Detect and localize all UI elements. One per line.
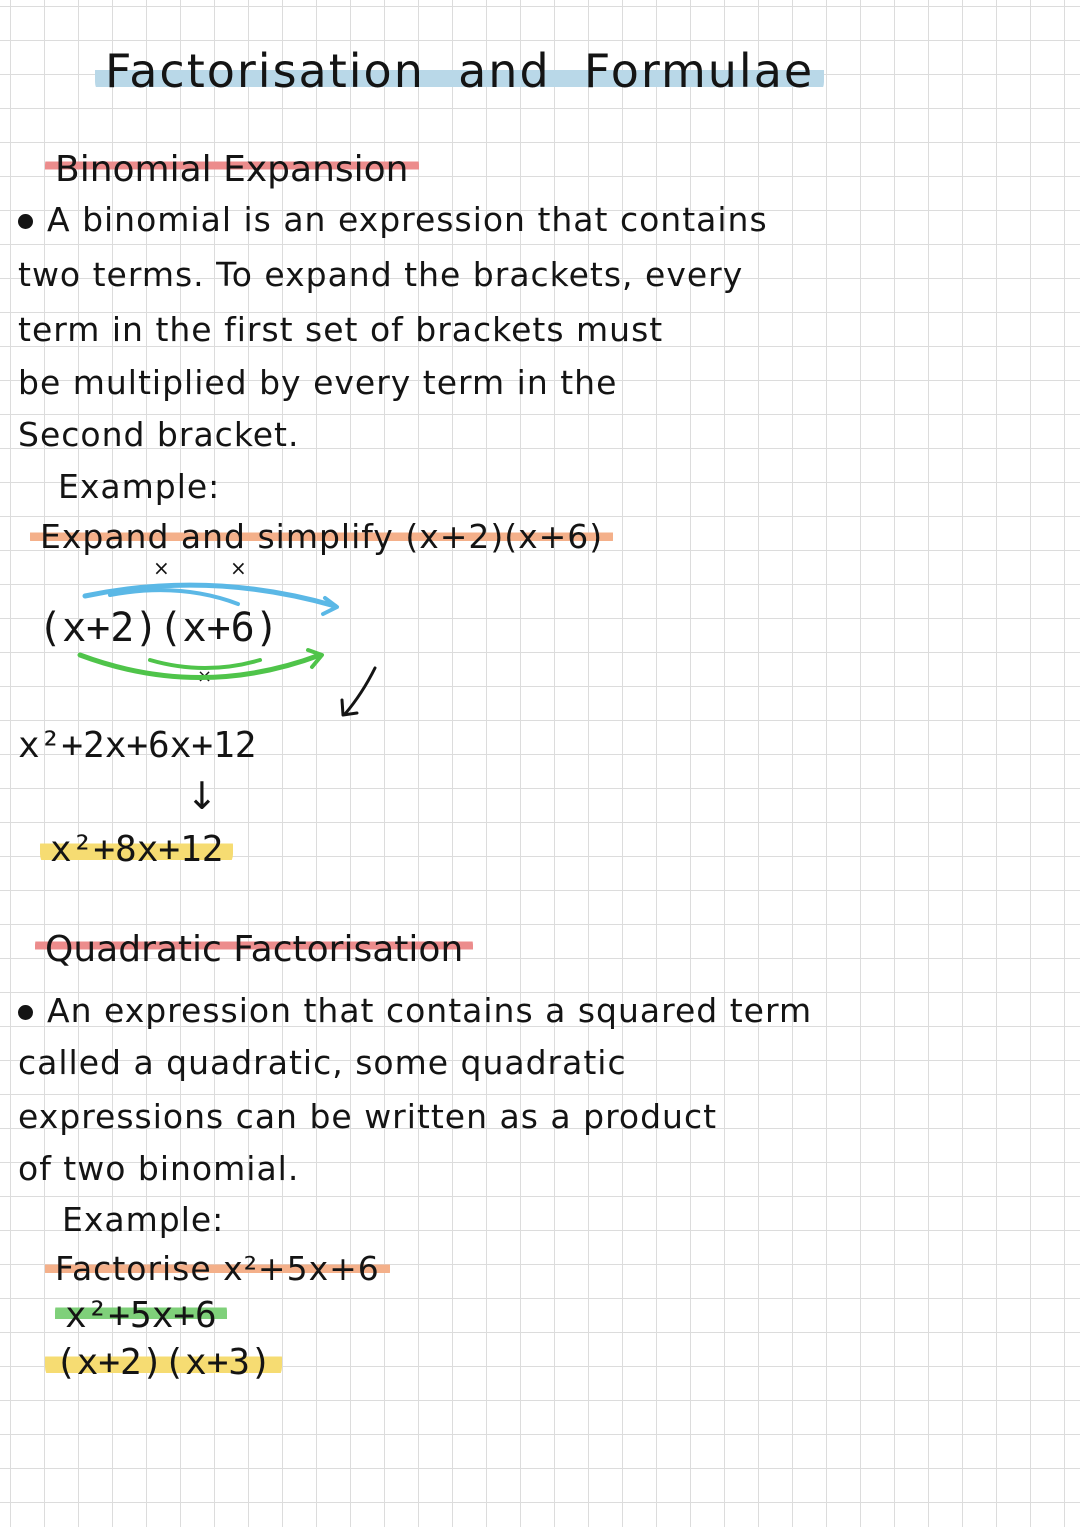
quadratic-task xyxy=(45,1249,390,1288)
title-word-and: and xyxy=(458,44,551,98)
binomial-line-2: two terms. To expand the brackets, every xyxy=(18,255,744,294)
quadratic-heading-text: Quadratic Factorisation xyxy=(35,929,473,970)
quadratic-result xyxy=(45,1342,282,1383)
cross-mark-1: × xyxy=(153,556,170,580)
binomial-heading-text: Binomial Expansion xyxy=(45,149,419,190)
binomial-task-text: Expand and simplify (x+2)(x+6) xyxy=(30,517,613,556)
bullet-icon xyxy=(18,1005,33,1020)
expand-brackets: (x+2)(x+6) xyxy=(38,605,279,651)
curved-down-arrow xyxy=(345,668,375,714)
binomial-result-text: x²+8x+12 xyxy=(40,829,233,870)
title-word-factorisation: Factorisation xyxy=(105,44,425,98)
quadratic-result-text: (x+2)(x+3) xyxy=(45,1342,282,1383)
title-word-formulae: Formulae xyxy=(583,44,815,98)
quadratic-task-text: Factorise x²+5x+6 xyxy=(45,1249,390,1288)
down-arrow-icon: ↓ xyxy=(186,774,218,818)
binomial-result xyxy=(40,829,233,870)
binomial-line-4: be multiplied by every term in the xyxy=(18,363,618,402)
cross-mark-3: × xyxy=(197,666,213,687)
green-inner-arrow xyxy=(150,660,260,668)
blue-inner-arrow xyxy=(110,590,238,604)
binomial-example-label: Example: xyxy=(58,467,221,506)
quadratic-line-2: called a quadratic, some quadratic xyxy=(18,1043,627,1082)
quadratic-expression-text: x²+5x+6 xyxy=(55,1295,227,1336)
expanded-expression: x²+2x+6x+12 xyxy=(18,725,257,766)
quadratic-heading xyxy=(35,929,473,970)
cross-mark-2: × xyxy=(230,556,247,580)
quadratic-line-1: An expression that contains a squared term xyxy=(18,994,812,1027)
quadratic-line-4: of two binomial. xyxy=(18,1149,300,1188)
quadratic-expression xyxy=(55,1295,227,1336)
binomial-line-3: term in the first set of brackets must xyxy=(18,310,664,349)
quadratic-line-3: expressions can be written as a product xyxy=(18,1097,718,1136)
binomial-line-1: A binomial is an expression that contains xyxy=(18,203,768,236)
quadratic-example-label: Example: xyxy=(62,1200,225,1239)
binomial-line-5: Second bracket. xyxy=(18,415,300,454)
